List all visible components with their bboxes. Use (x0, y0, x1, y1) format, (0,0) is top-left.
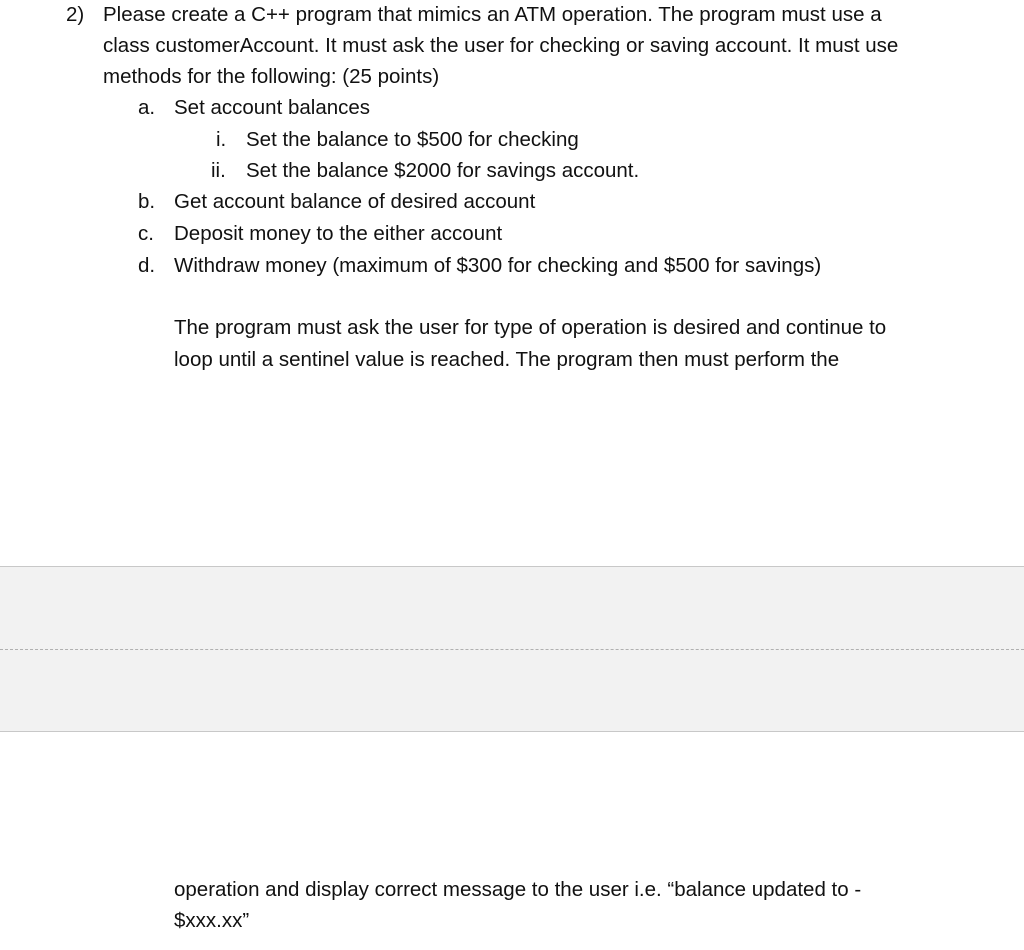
item-d-marker: d. (138, 254, 156, 277)
paragraph-line-2: loop until a sentinel value is reached. The program then must perform the (174, 348, 840, 371)
item-b-marker: b. (138, 190, 156, 213)
document-page-2 (0, 732, 1024, 950)
page-break-dashed-line (0, 649, 1024, 650)
subitem-ii-text: Set the balance $2000 for savings account. (246, 159, 640, 182)
continued-line-1: operation and display correct message to the user i.e. “balance updated to - (174, 878, 862, 901)
intro-line-3: methods for the following: (25 points) (103, 65, 440, 88)
item-b-text: Get account balance of desired account (174, 190, 536, 213)
subitem-ii-marker: ii. (211, 159, 226, 182)
item-c-marker: c. (138, 222, 154, 245)
item-c-text: Deposit money to the either account (174, 222, 503, 245)
item-a-marker: a. (138, 96, 156, 119)
intro-line-1: Please create a C++ program that mimics an ATM operation. The program must use a (103, 3, 882, 26)
subitem-i-text: Set the balance to $500 for checking (246, 128, 579, 151)
subitem-i-marker: i. (216, 128, 227, 151)
intro-line-2: class customerAccount. It must ask the user for checking or saving account. It must use (103, 34, 899, 57)
item-a-text: Set account balances (174, 96, 371, 119)
paragraph-line-1: The program must ask the user for type of operation is desired and continue to (174, 316, 887, 339)
question-number: 2) (66, 3, 85, 26)
page-break (0, 566, 1024, 732)
continued-line-2: $xxx.xx” (174, 909, 250, 932)
item-d-text: Withdraw money (maximum of $300 for checking and $500 for savings) (174, 254, 822, 277)
